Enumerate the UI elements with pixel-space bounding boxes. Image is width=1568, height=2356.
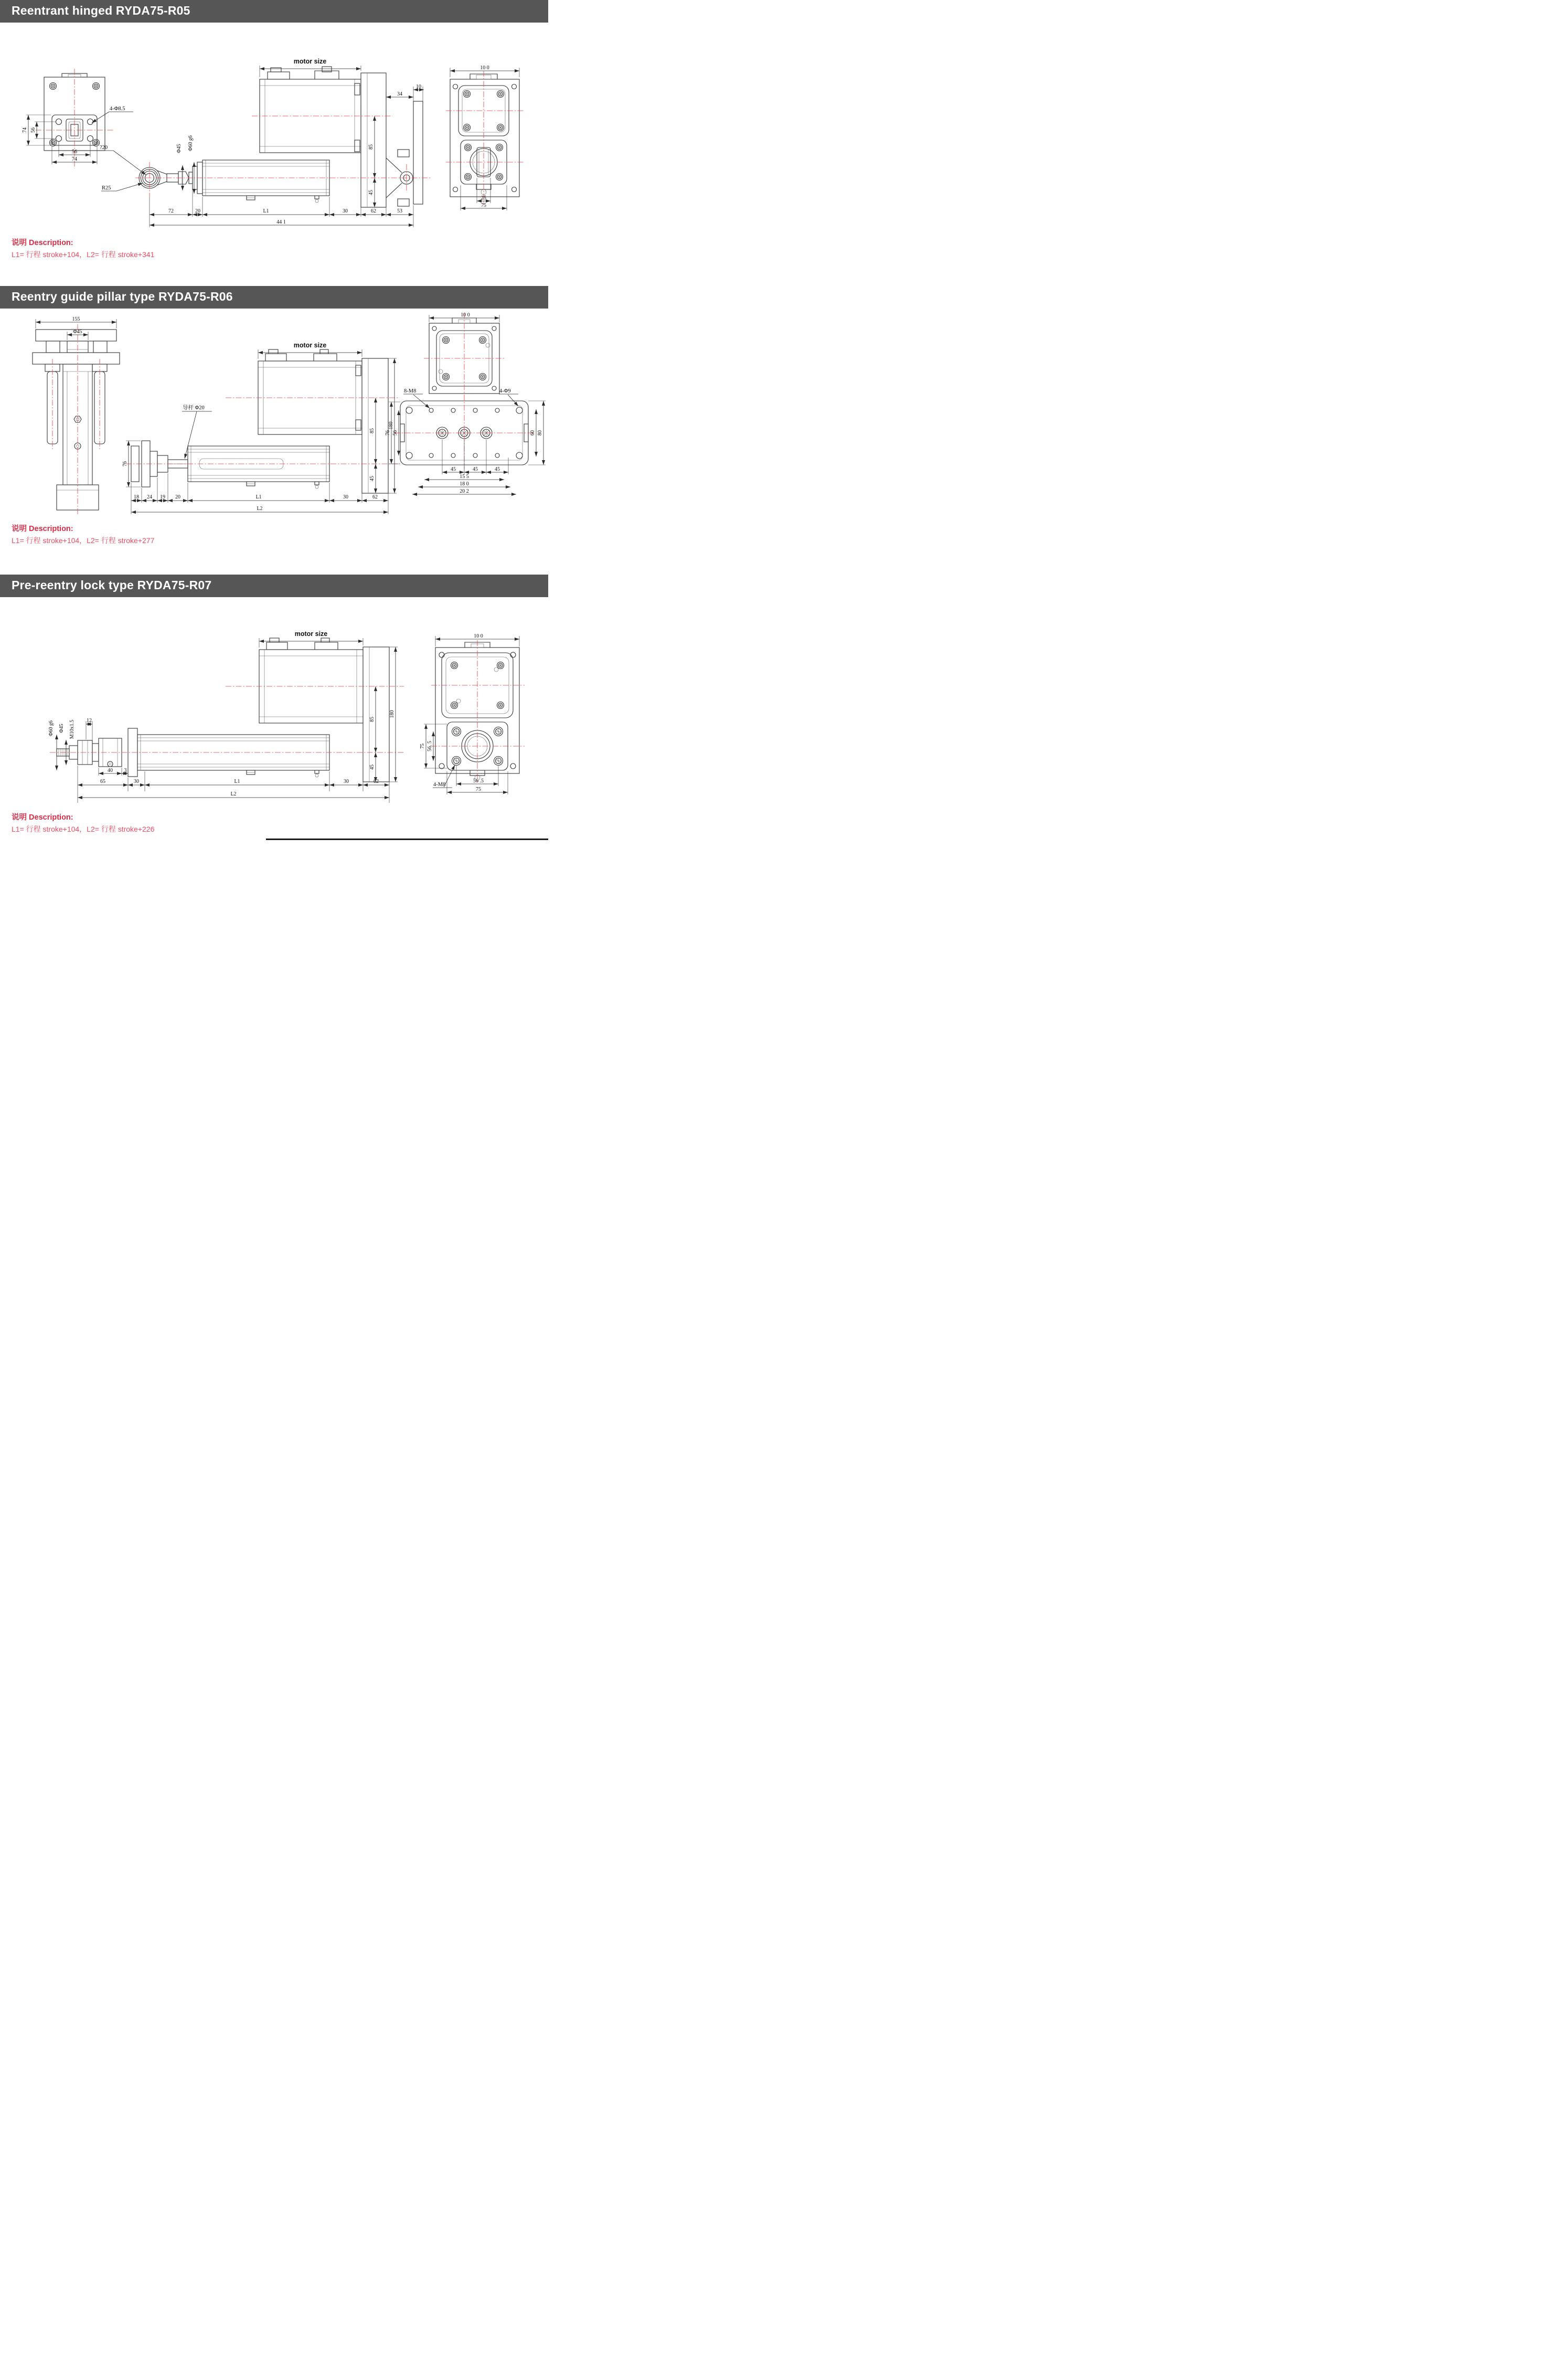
dim-45: 45 bbox=[369, 765, 375, 770]
callout-4-phi8-5: 4-Φ8.5 bbox=[110, 106, 125, 112]
dim-180: 18 0 bbox=[460, 481, 469, 487]
dim-phi60g6: Φ60 g6 bbox=[188, 135, 194, 151]
r05-front-end-view bbox=[22, 69, 113, 168]
dim-62: 62 bbox=[371, 208, 376, 214]
dim-total-441: 44 1 bbox=[276, 219, 286, 225]
dim-45b: 45 bbox=[473, 466, 478, 472]
callout-8-m8: 8-M8 bbox=[404, 388, 417, 394]
dim-72: 72 bbox=[168, 208, 174, 214]
dim-20: 20 bbox=[195, 208, 200, 214]
section-header-r05 bbox=[0, 0, 548, 23]
r05-callouts bbox=[92, 106, 146, 191]
r07-side-view bbox=[48, 630, 404, 803]
dim-100: 10 0 bbox=[474, 633, 483, 639]
dim-34: 34 bbox=[397, 91, 402, 97]
section-title-r05: Reentrant hinged RYDA75-R05 bbox=[12, 4, 190, 17]
dim-30: 30 bbox=[343, 494, 348, 500]
r05-side-view bbox=[135, 58, 431, 227]
description-block-r07 bbox=[12, 811, 548, 834]
dim-76: 76 bbox=[385, 430, 391, 436]
dim-L1: L1 bbox=[263, 208, 269, 214]
dim-45a: 45 bbox=[451, 466, 456, 472]
dim-L2: L2 bbox=[230, 791, 237, 797]
dim-24: 24 bbox=[147, 494, 152, 500]
r07-rear-end-view bbox=[420, 633, 525, 794]
dim-56b: 56 bbox=[72, 149, 77, 155]
dim-56-5-bottom: 56 .5 bbox=[473, 778, 484, 784]
dim-56-5-left: 56. 5 bbox=[427, 741, 433, 751]
dim-100: 10 0 bbox=[480, 65, 489, 71]
dim-76: 76 bbox=[122, 461, 128, 466]
description-label: 说明 Description: bbox=[12, 525, 73, 533]
label-motor-size: motor size bbox=[293, 58, 327, 65]
dim-60: 60 bbox=[530, 430, 536, 436]
dim-45: 45 bbox=[368, 190, 374, 195]
dim-18: 18 bbox=[134, 494, 139, 500]
section-header-r06 bbox=[0, 286, 548, 309]
dim-62: 62 bbox=[374, 779, 379, 784]
dim-12: 12 bbox=[87, 718, 92, 724]
dim-30b: 30 bbox=[344, 779, 349, 784]
r06-rear-plate-view bbox=[385, 312, 546, 494]
dim-phi45: Φ45 bbox=[176, 144, 182, 153]
dim-155: 15 5 bbox=[460, 474, 469, 480]
dim-19: 19 bbox=[160, 494, 165, 500]
dim-85: 85 bbox=[368, 144, 374, 150]
description-block-r06 bbox=[12, 523, 548, 546]
description-text: L1= 行程 stroke+104，L2= 行程 stroke+341 bbox=[12, 250, 155, 259]
dim-180: 180 bbox=[389, 710, 395, 718]
dim-75-left: 75 bbox=[420, 744, 425, 749]
dim-85: 85 bbox=[369, 717, 375, 722]
dim-74b: 74 bbox=[72, 156, 77, 162]
dim-L1: L1 bbox=[234, 779, 240, 784]
dim-62: 62 bbox=[372, 494, 378, 500]
r05-rear-end-view bbox=[446, 65, 525, 210]
section-header-r07 bbox=[0, 575, 548, 597]
dim-phi45: Φ45 bbox=[59, 724, 65, 733]
callout-r25: R25 bbox=[102, 185, 111, 191]
dim-30a: 30 bbox=[134, 779, 139, 784]
dim-40: 40 bbox=[108, 768, 113, 773]
dim-75: 75 bbox=[481, 203, 486, 208]
description-text: L1= 行程 stroke+104，L2= 行程 stroke+226 bbox=[12, 825, 155, 833]
drawing-ryda75-r06 bbox=[0, 309, 548, 519]
dim-L1: L1 bbox=[255, 494, 262, 500]
dim-202: 20 2 bbox=[460, 489, 469, 494]
callout-4-m8: 4-M8 bbox=[433, 782, 446, 788]
callout-bore-20: ?20 bbox=[100, 145, 108, 151]
r06-side-view bbox=[122, 342, 400, 514]
dim-25: 25 bbox=[481, 195, 486, 201]
drawing-ryda75-r07 bbox=[0, 597, 548, 808]
dim-20: 20 bbox=[175, 494, 180, 500]
label-motor-size: motor size bbox=[293, 342, 327, 349]
description-label: 说明 Description: bbox=[12, 813, 73, 822]
dim-53: 53 bbox=[397, 208, 402, 214]
section-title-r07: Pre-reentry lock type RYDA75-R07 bbox=[12, 578, 212, 592]
dim-phi60g6: Φ60 g6 bbox=[48, 720, 54, 736]
dim-10: 10 bbox=[416, 84, 421, 90]
description-text: L1= 行程 stroke+104，L2= 行程 stroke+277 bbox=[12, 536, 155, 545]
dim-75-bottom: 75 bbox=[476, 787, 481, 792]
label-motor-size: motor size bbox=[294, 630, 328, 638]
label-thread: M10x1.5 bbox=[69, 719, 75, 739]
r06-pillar-view bbox=[33, 316, 120, 515]
dim-74: 74 bbox=[22, 128, 28, 133]
label-guide-rod: 导杆 Φ20 bbox=[183, 405, 205, 411]
dim-56: 56 bbox=[392, 430, 398, 436]
dim-phi45: Φ45 bbox=[73, 329, 82, 335]
catalog-page bbox=[0, 0, 548, 840]
dim-155: 155 bbox=[72, 316, 80, 322]
dim-45c: 45 bbox=[495, 466, 500, 472]
section-title-r06: Reentry guide pillar type RYDA75-R06 bbox=[12, 290, 233, 303]
dim-45: 45 bbox=[369, 476, 375, 481]
dim-56: 56 bbox=[30, 128, 36, 133]
callout-4-phi9: 4-Φ9 bbox=[499, 388, 511, 394]
page-bottom-rule bbox=[266, 839, 548, 840]
dim-85: 85 bbox=[369, 428, 375, 433]
dim-30: 30 bbox=[343, 208, 348, 214]
dim-3: 3 bbox=[124, 768, 127, 773]
description-label: 说明 Description: bbox=[12, 239, 73, 247]
dim-80: 80 bbox=[537, 430, 543, 436]
description-block-r05 bbox=[12, 237, 548, 260]
dim-180: 180 bbox=[388, 421, 394, 430]
dim-100: 10 0 bbox=[461, 312, 470, 318]
dim-L2: L2 bbox=[257, 506, 263, 512]
dim-65: 65 bbox=[100, 779, 105, 784]
drawing-ryda75-r05 bbox=[0, 23, 548, 234]
